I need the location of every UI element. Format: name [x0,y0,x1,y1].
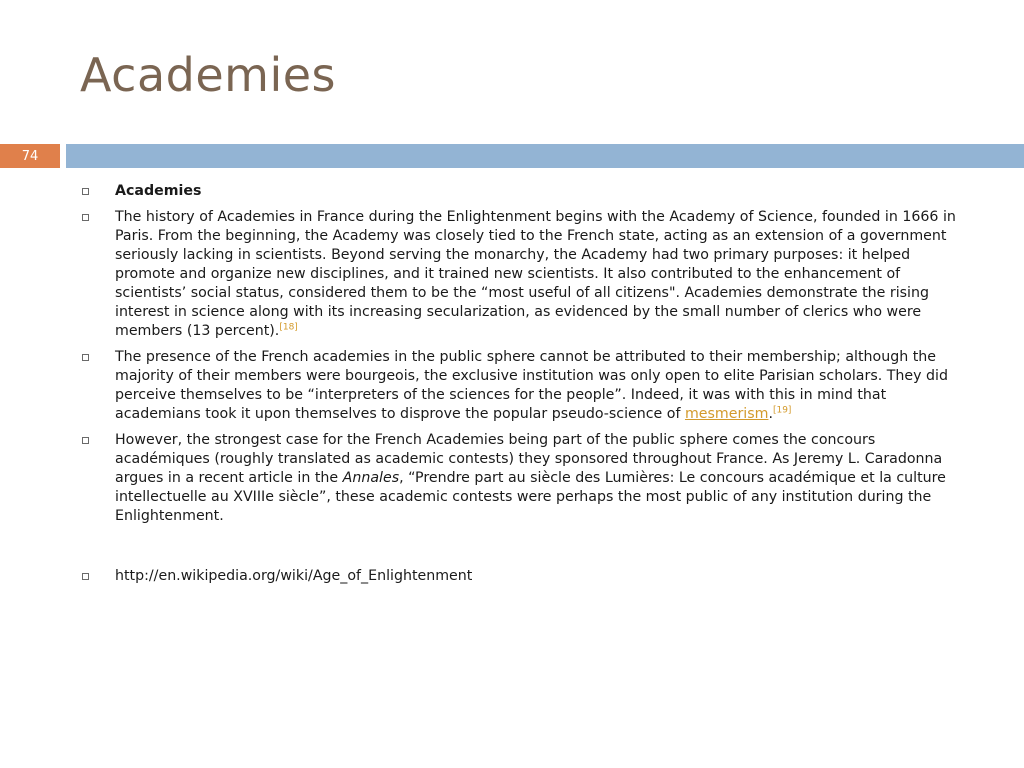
slide-title: Academies [80,48,336,102]
bullet-history [82,208,972,341]
square-bullet-icon [82,188,89,195]
bullet-concours-text-before: However, the strongest case for the French Academies being part of the public sphere comes the concours académiques (roughly translated as academic contests) they sponsored throughout France. As Jeremy L. Caradonna argues in a recent article in the [115,432,943,486]
title-accent-bar [66,144,1024,168]
square-bullet-icon [82,214,89,221]
reference-link-19[interactable]: [19] [772,405,792,416]
bullet-public-sphere [82,348,972,424]
slide-content [82,182,972,593]
square-bullet-icon [82,354,89,361]
source-url-text: http://en.wikipedia.org/wiki/Age_of_Enlightenment [115,568,473,584]
annales-title: Annales [342,470,400,486]
bullet-source-url [82,567,972,586]
bullet-concours-text-after: , “Prendre part au siècle des Lumières: Le concours académique et la culture intellectuelle au XVIIIe siècle”, these academic contests were perhaps the most public of any institution during the Enlightenment. [115,470,946,524]
reference-link-18[interactable]: [18] [279,322,298,333]
slide-number: 74 [0,144,60,168]
bullet-history-text: The history of Academies in France during the Enlightenment begins with the Academy of Science, founded in 1666 in Paris. From the beginning, the Academy was closely tied to the French state, acting as an extension of a government seriously lacking in scientists. Beyond serving the monarchy, the Academy had two primary purposes: it helped promote and organize new disciplines, and it trained new scientists. It also contributed to the enhancement of scientists’ social status, considered them to be the “most useful of all citizens". Academies demonstrate the rising interest in science along with its increasing secularization, as evidenced by the small number of clerics who were members (13 percent). [115,209,956,339]
bullet-heading-text: Academies [115,183,202,199]
spacer [82,533,972,567]
bullet-heading [82,182,972,201]
square-bullet-icon [82,437,89,444]
bullet-concours [82,431,972,526]
mesmerism-link[interactable]: mesmerism [684,406,769,422]
bullet-public-sphere-period: . [768,406,773,422]
square-bullet-icon [82,573,89,580]
bullet-public-sphere-text: The presence of the French academies in the public sphere cannot be attributed to their membership; although the majority of their members were bourgeois, the exclusive institution was only open to elite Parisian scholars. They did perceive themselves to be “interpreters of the sciences for the people”. Indeed, it was with this in mind that academians took it upon themselves to disprove the popular pseudo-science of [115,349,948,422]
